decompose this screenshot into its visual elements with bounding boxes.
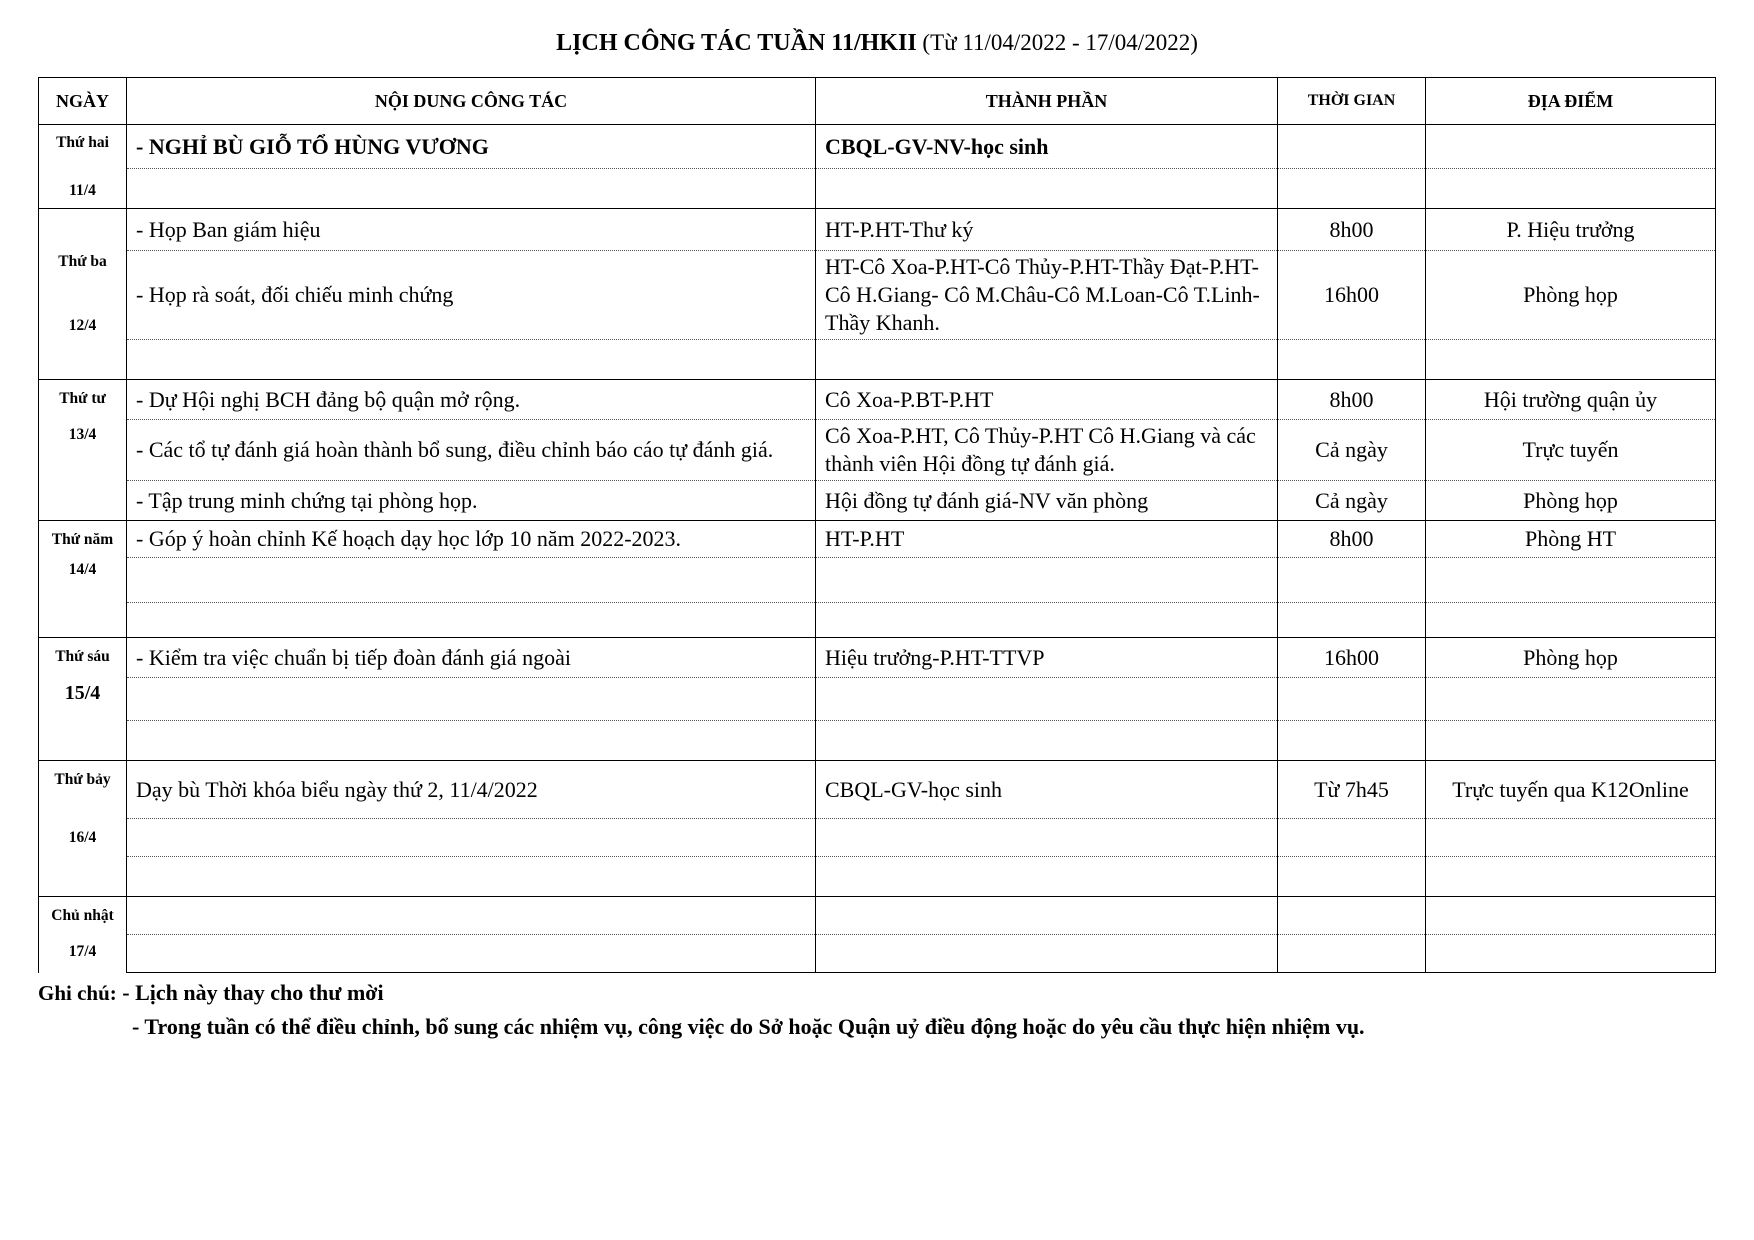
time-cell: [1278, 169, 1426, 209]
time-cell: 8h00: [1278, 209, 1426, 251]
time-cell: 8h00: [1278, 521, 1426, 558]
day-date: 13/4: [68, 426, 97, 443]
time-cell: 8h00: [1278, 380, 1426, 420]
day-cell: [39, 209, 127, 380]
members-cell: HT-Cô Xoa-P.HT-Cô Thủy-P.HT-Thầy Đạt-P.HT-Cô H.Giang- Cô M.Châu-Cô M.Loan-Cô T.Linh-Thầy Khanh.: [816, 251, 1278, 340]
table-row: [39, 819, 1716, 857]
members-cell: CBQL-GV-NV-học sinh: [816, 125, 1278, 169]
members-cell: CBQL-GV-học sinh: [816, 761, 1278, 819]
members-cell: [816, 819, 1278, 857]
content-cell: [127, 897, 816, 935]
day-cell: [39, 125, 127, 209]
day-name: Thứ năm: [51, 531, 114, 548]
content-cell: - Họp Ban giám hiệu: [127, 209, 816, 251]
place-cell: [1426, 340, 1716, 380]
header-time: THỜI GIAN: [1278, 78, 1426, 125]
time-cell: [1278, 857, 1426, 897]
header-content: NỘI DUNG CÔNG TÁC: [127, 78, 816, 125]
time-cell: [1278, 558, 1426, 603]
place-cell: [1426, 603, 1716, 638]
table-row: [39, 761, 1716, 819]
place-cell: [1426, 819, 1716, 857]
content-cell: [127, 340, 816, 380]
time-cell: [1278, 935, 1426, 973]
note-text-1: - Lịch này thay cho thư mời: [116, 980, 384, 1005]
time-cell: [1278, 340, 1426, 380]
members-cell: [816, 721, 1278, 761]
table-row: [39, 678, 1716, 721]
place-cell: Phòng HT: [1426, 521, 1716, 558]
members-cell: [816, 340, 1278, 380]
table-row: [39, 420, 1716, 481]
table-row: [39, 521, 1716, 558]
day-name: Thứ bảy: [54, 771, 111, 788]
table-row: [39, 169, 1716, 209]
table-row: [39, 481, 1716, 521]
content-cell: [127, 678, 816, 721]
members-cell: Cô Xoa-P.BT-P.HT: [816, 380, 1278, 420]
table-row: [39, 897, 1716, 935]
content-cell: Dạy bù Thời khóa biểu ngày thứ 2, 11/4/2022: [127, 761, 816, 819]
day-name: Thứ ba: [58, 253, 107, 270]
members-cell: [816, 169, 1278, 209]
day-name: Thứ tư: [59, 390, 106, 407]
place-cell: [1426, 125, 1716, 169]
members-cell: [816, 558, 1278, 603]
time-cell: [1278, 819, 1426, 857]
table-row: [39, 558, 1716, 603]
day-date: 14/4: [68, 561, 97, 578]
day-date: 17/4: [68, 943, 97, 960]
time-cell: [1278, 721, 1426, 761]
time-cell: Cả ngày: [1278, 481, 1426, 521]
place-cell: P. Hiệu trưởng: [1426, 209, 1716, 251]
title-main: LỊCH CÔNG TÁC TUẦN 11/HKII: [556, 30, 917, 56]
place-cell: Trực tuyến: [1426, 420, 1716, 481]
members-cell: [816, 857, 1278, 897]
place-cell: [1426, 558, 1716, 603]
table-row: [39, 857, 1716, 897]
time-cell: 16h00: [1278, 251, 1426, 340]
table-row: [39, 935, 1716, 973]
time-cell: [1278, 125, 1426, 169]
place-cell: [1426, 169, 1716, 209]
content-cell: [127, 721, 816, 761]
place-cell: Trực tuyến qua K12Online: [1426, 761, 1716, 819]
day-cell: [39, 897, 127, 973]
content-cell: [127, 857, 816, 897]
place-cell: [1426, 935, 1716, 973]
time-cell: [1278, 897, 1426, 935]
table-row: [39, 603, 1716, 638]
content-cell: [127, 819, 816, 857]
note-line-2: - Trong tuần có thể điều chỉnh, bổ sung các nhiệm vụ, công việc do Sở hoặc Quận uỷ điều động hoặc do yêu cầu thực hiện nhiệm vụ.: [132, 1014, 1365, 1039]
day-date: 15/4: [64, 682, 101, 704]
content-cell: - Họp rà soát, đối chiếu minh chứng: [127, 251, 816, 340]
table-row: [39, 721, 1716, 761]
header-members: THÀNH PHẦN: [816, 78, 1278, 125]
time-cell: 16h00: [1278, 638, 1426, 678]
day-name: Thứ hai: [56, 133, 109, 151]
members-cell: [816, 603, 1278, 638]
place-cell: [1426, 721, 1716, 761]
day-name: Thứ sáu: [55, 648, 110, 665]
table-row: [39, 251, 1716, 340]
table-row: [39, 209, 1716, 251]
content-cell: [127, 169, 816, 209]
header-place: ĐỊA ĐIỂM: [1426, 78, 1716, 125]
place-cell: Phòng họp: [1426, 481, 1716, 521]
table-row: [39, 340, 1716, 380]
members-cell: Hội đồng tự đánh giá-NV văn phòng: [816, 481, 1278, 521]
day-date: 12/4: [68, 317, 97, 334]
content-cell: [127, 935, 816, 973]
time-cell: Cả ngày: [1278, 420, 1426, 481]
content-cell: - Dự Hội nghị BCH đảng bộ quận mở rộng.: [127, 380, 816, 420]
place-cell: Phòng họp: [1426, 251, 1716, 340]
table-row: [39, 380, 1716, 420]
members-cell: HT-P.HT: [816, 521, 1278, 558]
day-cell: [39, 380, 127, 521]
time-cell: [1278, 678, 1426, 721]
content-cell: - Kiểm tra việc chuẩn bị tiếp đoàn đánh giá ngoài: [127, 638, 816, 678]
members-cell: Hiệu trưởng-P.HT-TTVP: [816, 638, 1278, 678]
members-cell: [816, 678, 1278, 721]
place-cell: [1426, 678, 1716, 721]
time-cell: Từ 7h45: [1278, 761, 1426, 819]
place-cell: [1426, 857, 1716, 897]
content-cell: - NGHỈ BÙ GIỖ TỔ HÙNG VƯƠNG: [127, 125, 816, 169]
place-cell: Hội trường quận ủy: [1426, 380, 1716, 420]
notes: [38, 976, 1365, 1044]
time-cell: [1278, 603, 1426, 638]
place-cell: Phòng họp: [1426, 638, 1716, 678]
table-body: [39, 125, 1716, 973]
content-cell: [127, 603, 816, 638]
members-cell: [816, 935, 1278, 973]
members-cell: Cô Xoa-P.HT, Cô Thủy-P.HT Cô H.Giang và các thành viên Hội đồng tự đánh giá.: [816, 420, 1278, 481]
day-cell: [39, 521, 127, 638]
members-cell: HT-P.HT-Thư ký: [816, 209, 1278, 251]
day-cell: [39, 761, 127, 897]
day-date: 11/4: [69, 181, 96, 199]
header-day: NGÀY: [39, 78, 127, 125]
table-header: [39, 78, 1716, 125]
content-cell: - Tập trung minh chứng tại phòng họp.: [127, 481, 816, 521]
content-cell: [127, 558, 816, 603]
schedule-table: [38, 77, 1716, 973]
note-line-1: [38, 976, 1365, 1010]
place-cell: [1426, 897, 1716, 935]
note-label: Ghi chú:: [38, 981, 117, 1005]
day-cell: [39, 638, 127, 761]
table-row: [39, 125, 1716, 169]
members-cell: [816, 897, 1278, 935]
day-name: Chủ nhật: [51, 907, 114, 924]
content-cell: - Góp ý hoàn chỉnh Kế hoạch dạy học lớp 10 năm 2022-2023.: [127, 521, 816, 558]
table-row: [39, 638, 1716, 678]
content-cell: - Các tổ tự đánh giá hoàn thành bổ sung, điều chỉnh báo cáo tự đánh giá.: [127, 420, 816, 481]
page-title: [0, 30, 1754, 57]
day-date: 16/4: [68, 829, 97, 846]
title-date-range: (Từ 11/04/2022 - 17/04/2022): [922, 30, 1198, 55]
